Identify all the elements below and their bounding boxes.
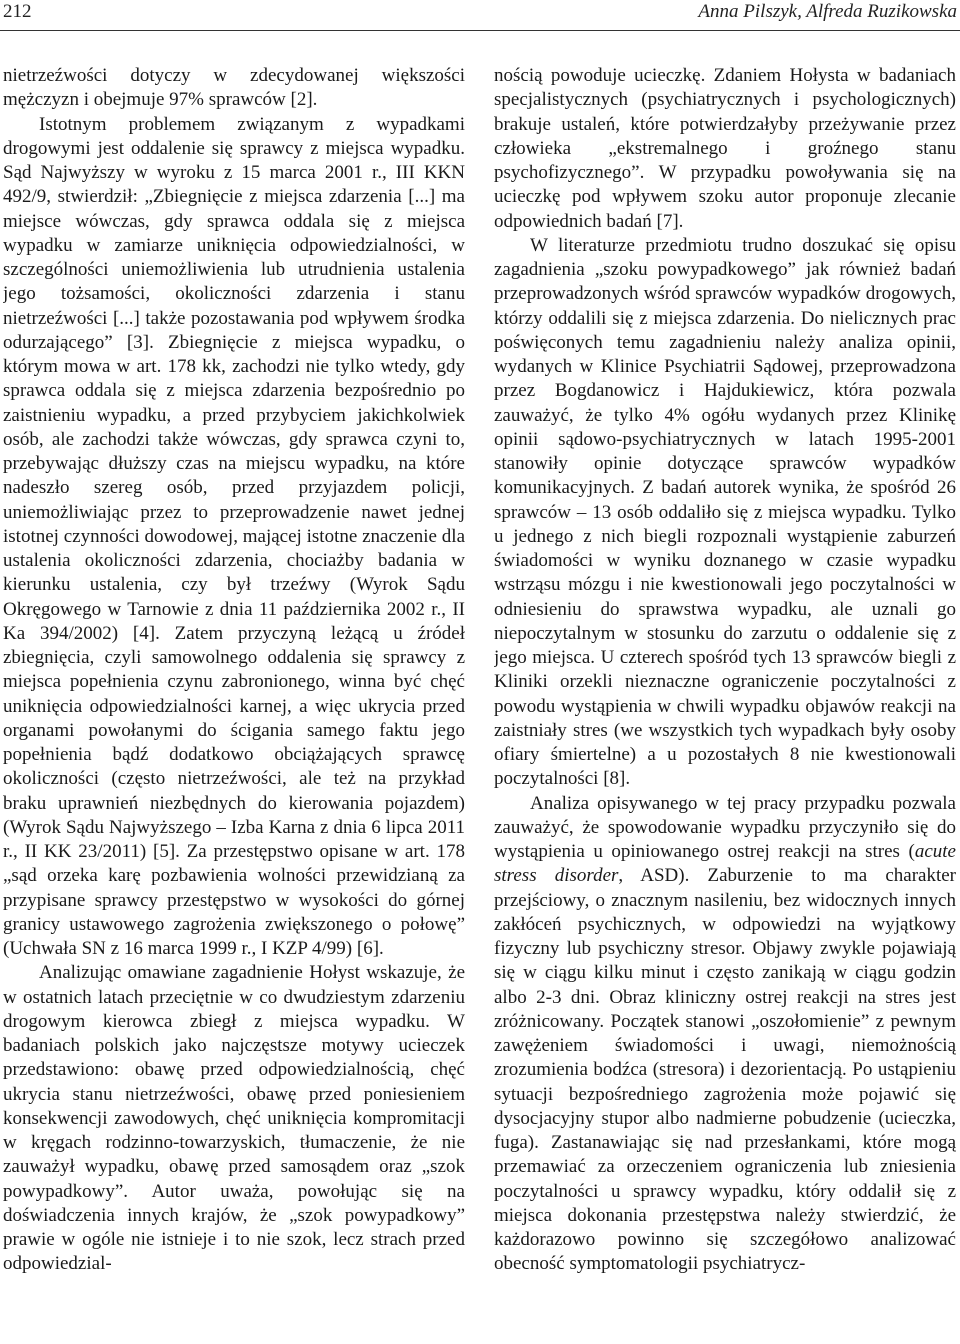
paragraph: nietrzeźwości dotyczy w zdecydowanej większości mężczyzn i obejmuje 97% sprawców [2]. [3,65,465,111]
italic-term: acute stress disorder [494,841,956,887]
paragraph: Analizując omawiane zagadnienie Hołyst wskazuje, że w ostatnich latach przeciętnie w co dwudziestym zdarzeniu drogowym kierowca zbiegł z miejsca wypadku. W badaniach polskich jako najczęstsze motywy ucieczek przedstawiono: obawę przed odpowiedzialnością, chęć ukrycia stanu nietrzeźwości, obawę przed poniesieniem konsekwencji zawodowych, chęć uniknięcia kompromitacji w kręgach rodzinno-towarzyskich, tłumaczenie, że nie zauważył wypadku, obawę przed samosądem oraz „szok powypadkowy”. Autor uważa, powołując się na doświadczenia innych krajów, że „szok powypadkowy” prawie w ogóle nie istnieje i to nie szok, lecz strach przed odpowiedzial- [3,962,465,1275]
page-number: 212 [3,1,32,22]
left-column [3,64,465,1344]
text-run: , ASD). Zaburzenie to ma charakter przejściowy, o znacznym nasileniu, bez widocznych innych zakłóceń psychicznych, w odpowiedzi na wyjątkowy fizyczny lub psychiczny stresor. Objawy zwykle pojawiają się w ciągu kilku minut i często zanikają w ciągu godzin albo 2-3 dni. Obraz kliniczny ostrej reakcji na stres jest zróżnicowany. Początek stanowi „oszołomienie” z pewnym zawężeniem świadomości i uwagi, niemożnością zrozumienia bodźca (stresora) i dezorientacją. Po ustąpieniu sytuacji bezpośredniego zagrożenia może pojawić się dysocjacyjny stupor albo nadmierne pobudzenie (ucieczka, fuga). Zastanawiając się nad przesłankami, które mogą przemawiać za orzeczeniem ograniczenia lub zniesienia poczytalności u sprawcy wypadku, który oddalił się z miejsca dokonania przestępstwa należy stwierdzić, że każdorazowo powinno się szczegółowo analizować obecność symptomatologii psychiatrycz- [494,865,956,1275]
text-run: Analiza opisywanego w tej pracy przypadku pozwala zauważyć, że spowodowanie wypadku przyczyniło się do wystąpienia u opiniowanego ostrej reakcji na stres ( [494,792,956,862]
paragraph [494,792,956,1277]
paragraph: nością powoduje ucieczkę. Zdaniem Hołysta w badaniach specjalistycznych (psychiatrycznych i psychologicznych) brakuje ustaleń, które potwierdzałyby przeżywanie przez człowieka „ekstremalnego i groźnego stanu psychofizycznego”. W przypadku powoływania się na ucieczkę pod wpływem szoku autor proponuje zlecanie odpowiednich badań [7]. [494,65,956,232]
header-divider [0,30,960,31]
paragraph: Istotnym problemem związanym z wypadkami drogowymi jest oddalenie się sprawcy z miejsca wypadku. Sąd Najwyższy w wyroku z 15 marca 2001 r., III KKN 492/9, stwierdził: „Zbiegnięcie z miejsca zdarzenia [...] ma miejsce wówczas, gdy sprawca oddala się z miejsca wypadku w zamiarze uniknięcia odpowiedzialności, w szczególności uniemożliwienia lub utrudnienia ustalenia jego tożsamości, okoliczności zdarzenia i stanu nietrzeźwości [...] także pozostawania pod wpływem środka odurzającego” [3]. Zbiegnięcie z miejsca wypadku, o którym mowa w art. 178 kk, zachodzi nie tylko wtedy, gdy sprawca oddala się z miejsca zdarzenia bezpośrednio po zaistnieniu wypadku, a przed przybyciem jakichkolwiek osób, ale zachodzi także wówczas, gdy sprawca czyni to, przebywając dłuższy czas na miejscu wypadku, na które nadeszło szereg osób, przed przyjazdem policji, uniemożliwiając przez to przeprowadzenie nawet jednej istotnej czynności dowodowej, mającej istotne znaczenie dla ustalenia okoliczności zdarzenia, chociażby badania w kierunku ustalenia, czy był trzeźwy (Wyrok Sądu Okręgowego w Tarnowie z dnia 11 października 2002 r., II Ka 394/2002) [4]. Zatem przyczyną leżącą u źródeł zbiegnięcia, czyli samowolnego oddalenia się sprawcy z miejsca popełnienia czynu zabronionego, winna być chęć uniknięcia odpowiedzialności karnej, a więc ukrycia przed organami powołanymi do ścigania samego faktu jego popełnienia bądź dodatkowo obciążających sprawcę okoliczności (często nietrzeźwości, ale też na przykład braku uprawnień niezbędnych do kierowania pojazdem) (Wyrok Sądu Najwyższego – Izba Karna z dnia 6 lipca 2011 r., II KK 23/2011) [5]. Za przestępstwo opisane w art. 178 „sąd orzeka karę pozbawienia wolności przewidzianą za przypisane sprawcy przestępstwo w wysokości do górnej granicy ustawowego zagrożenia zwiększonego o połowę” (Uchwała SN z 16 marca 1999 r., I KZP 4/99) [6]. [3,113,465,959]
right-column [494,64,956,1344]
running-header-authors: Anna Pilszyk, Alfreda Ruzikowska [698,1,957,22]
paragraph: W literaturze przedmiotu trudno doszukać się opisu zagadnienia „szoku powypadkowego” jak również badań przeprowadzonych wśród sprawców wypadków drogowych, którzy oddalili się z miejsca zdarzenia. Do nielicznych prac poświęconych temu zagadnieniu należy analiza opinii, wydanych w Klinice Psychiatrii Sądowej, przeprowadzona przez Bogdanowicz i Hajdukiewicz, która pozwala zauważyć, że tylko 4% ogółu wydanych przez Klinikę opinii sądowo-psychiatrycznych w latach 1995-2001 stanowiły opinie dotyczące sprawców wypadków komunikacyjnych. Z badań autorek wynika, że spośród 26 sprawców – 13 osób oddaliło się z miejsca wypadku. Tylko u jednego z nich biegli rozpoznali wystąpienie zaburzeń świadomości w wyniku doznanego w czasie wypadku wstrząsu mózgu i nie kwestionowali jego poczytalności w odniesieniu do sprawstwa wypadku, ale uznali go niepoczytalnym w stosunku do zarzutu o oddalenie się z jego miejsca. U czterech spośród tych 13 sprawców biegli z Kliniki orzekli nieznaczne ograniczenie poczytalności z powodu wystąpienia w chwili wypadku objawów reakcji na zaistniały stres (we wszystkich tych wypadkach były osoby ofiary śmiertelne) a u pozostałych 8 nie kwestionowali poczytalności [8]. [494,234,956,790]
